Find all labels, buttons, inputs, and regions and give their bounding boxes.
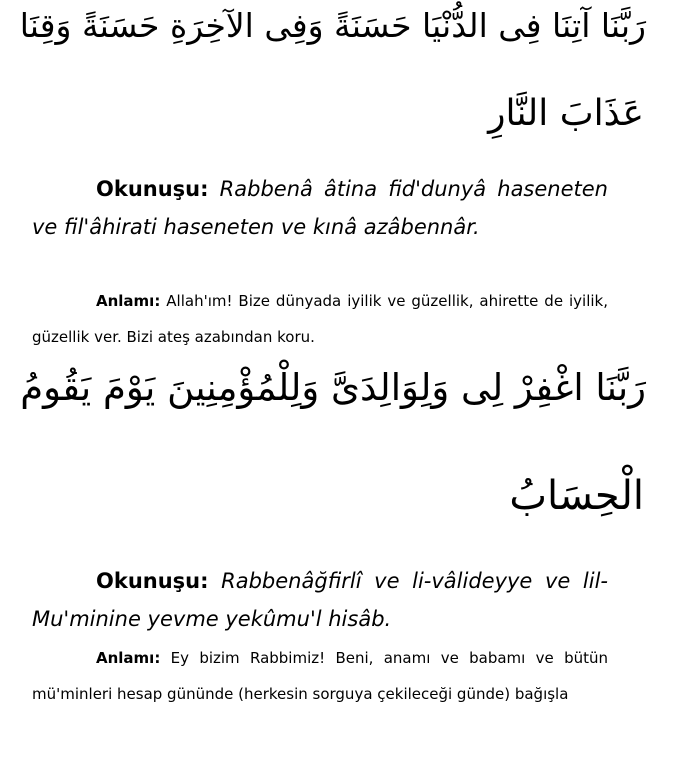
arabic-verse-2-line-2: الْحِسَابُ <box>509 473 644 519</box>
arabic-verse-1-line-1: رَبَّنَا آتِنَا فِى الدُّنْيَا حَسَنَةً وَفِى الآخِرَةِ حَسَنَةً وَقِنَا <box>19 6 646 45</box>
okunusu-label-2: Okunuşu: <box>96 569 209 593</box>
anlami-label-2: Anlamı: <box>96 649 161 667</box>
arabic-verse-2-line-1: رَبَّنَا اغْفِرْ لِى وَلِوَالِدَىَّ وَلِلْمُؤْمِنِينَ يَوْمَ يَقُومُ <box>20 366 646 409</box>
okunusu-paragraph-1 <box>32 170 608 246</box>
okunusu-paragraph-2 <box>32 562 608 638</box>
anlami-label-1: Anlamı: <box>96 292 161 310</box>
anlami-text-1: Allah'ım! Bize dünyada iyilik ve güzellik, ahirette de iyilik, güzellik ver. Bizi ateş azabından koru. <box>32 292 608 346</box>
okunusu-text-2: Rabbenâğfirlî ve li-vâlideyye ve lil-Mu'minine yevme yekûmu'l hisâb. <box>32 569 608 631</box>
okunusu-text-1: Rabbenâ âtina fid'dunyâ haseneten ve fil'âhirati haseneten ve kınâ azâbennâr. <box>32 177 608 239</box>
anlami-paragraph-1 <box>32 283 608 355</box>
anlami-text-2: Ey bizim Rabbimiz! Beni, anamı ve babamı ve bütün mü'minleri hesap gününde (herkesin sorguya çekileceği günde) bağışla <box>32 649 608 703</box>
arabic-verse-1-line-2: عَذَابَ النَّارِ <box>488 93 644 134</box>
okunusu-label-1: Okunuşu: <box>96 177 209 201</box>
anlami-paragraph-2 <box>32 640 608 712</box>
